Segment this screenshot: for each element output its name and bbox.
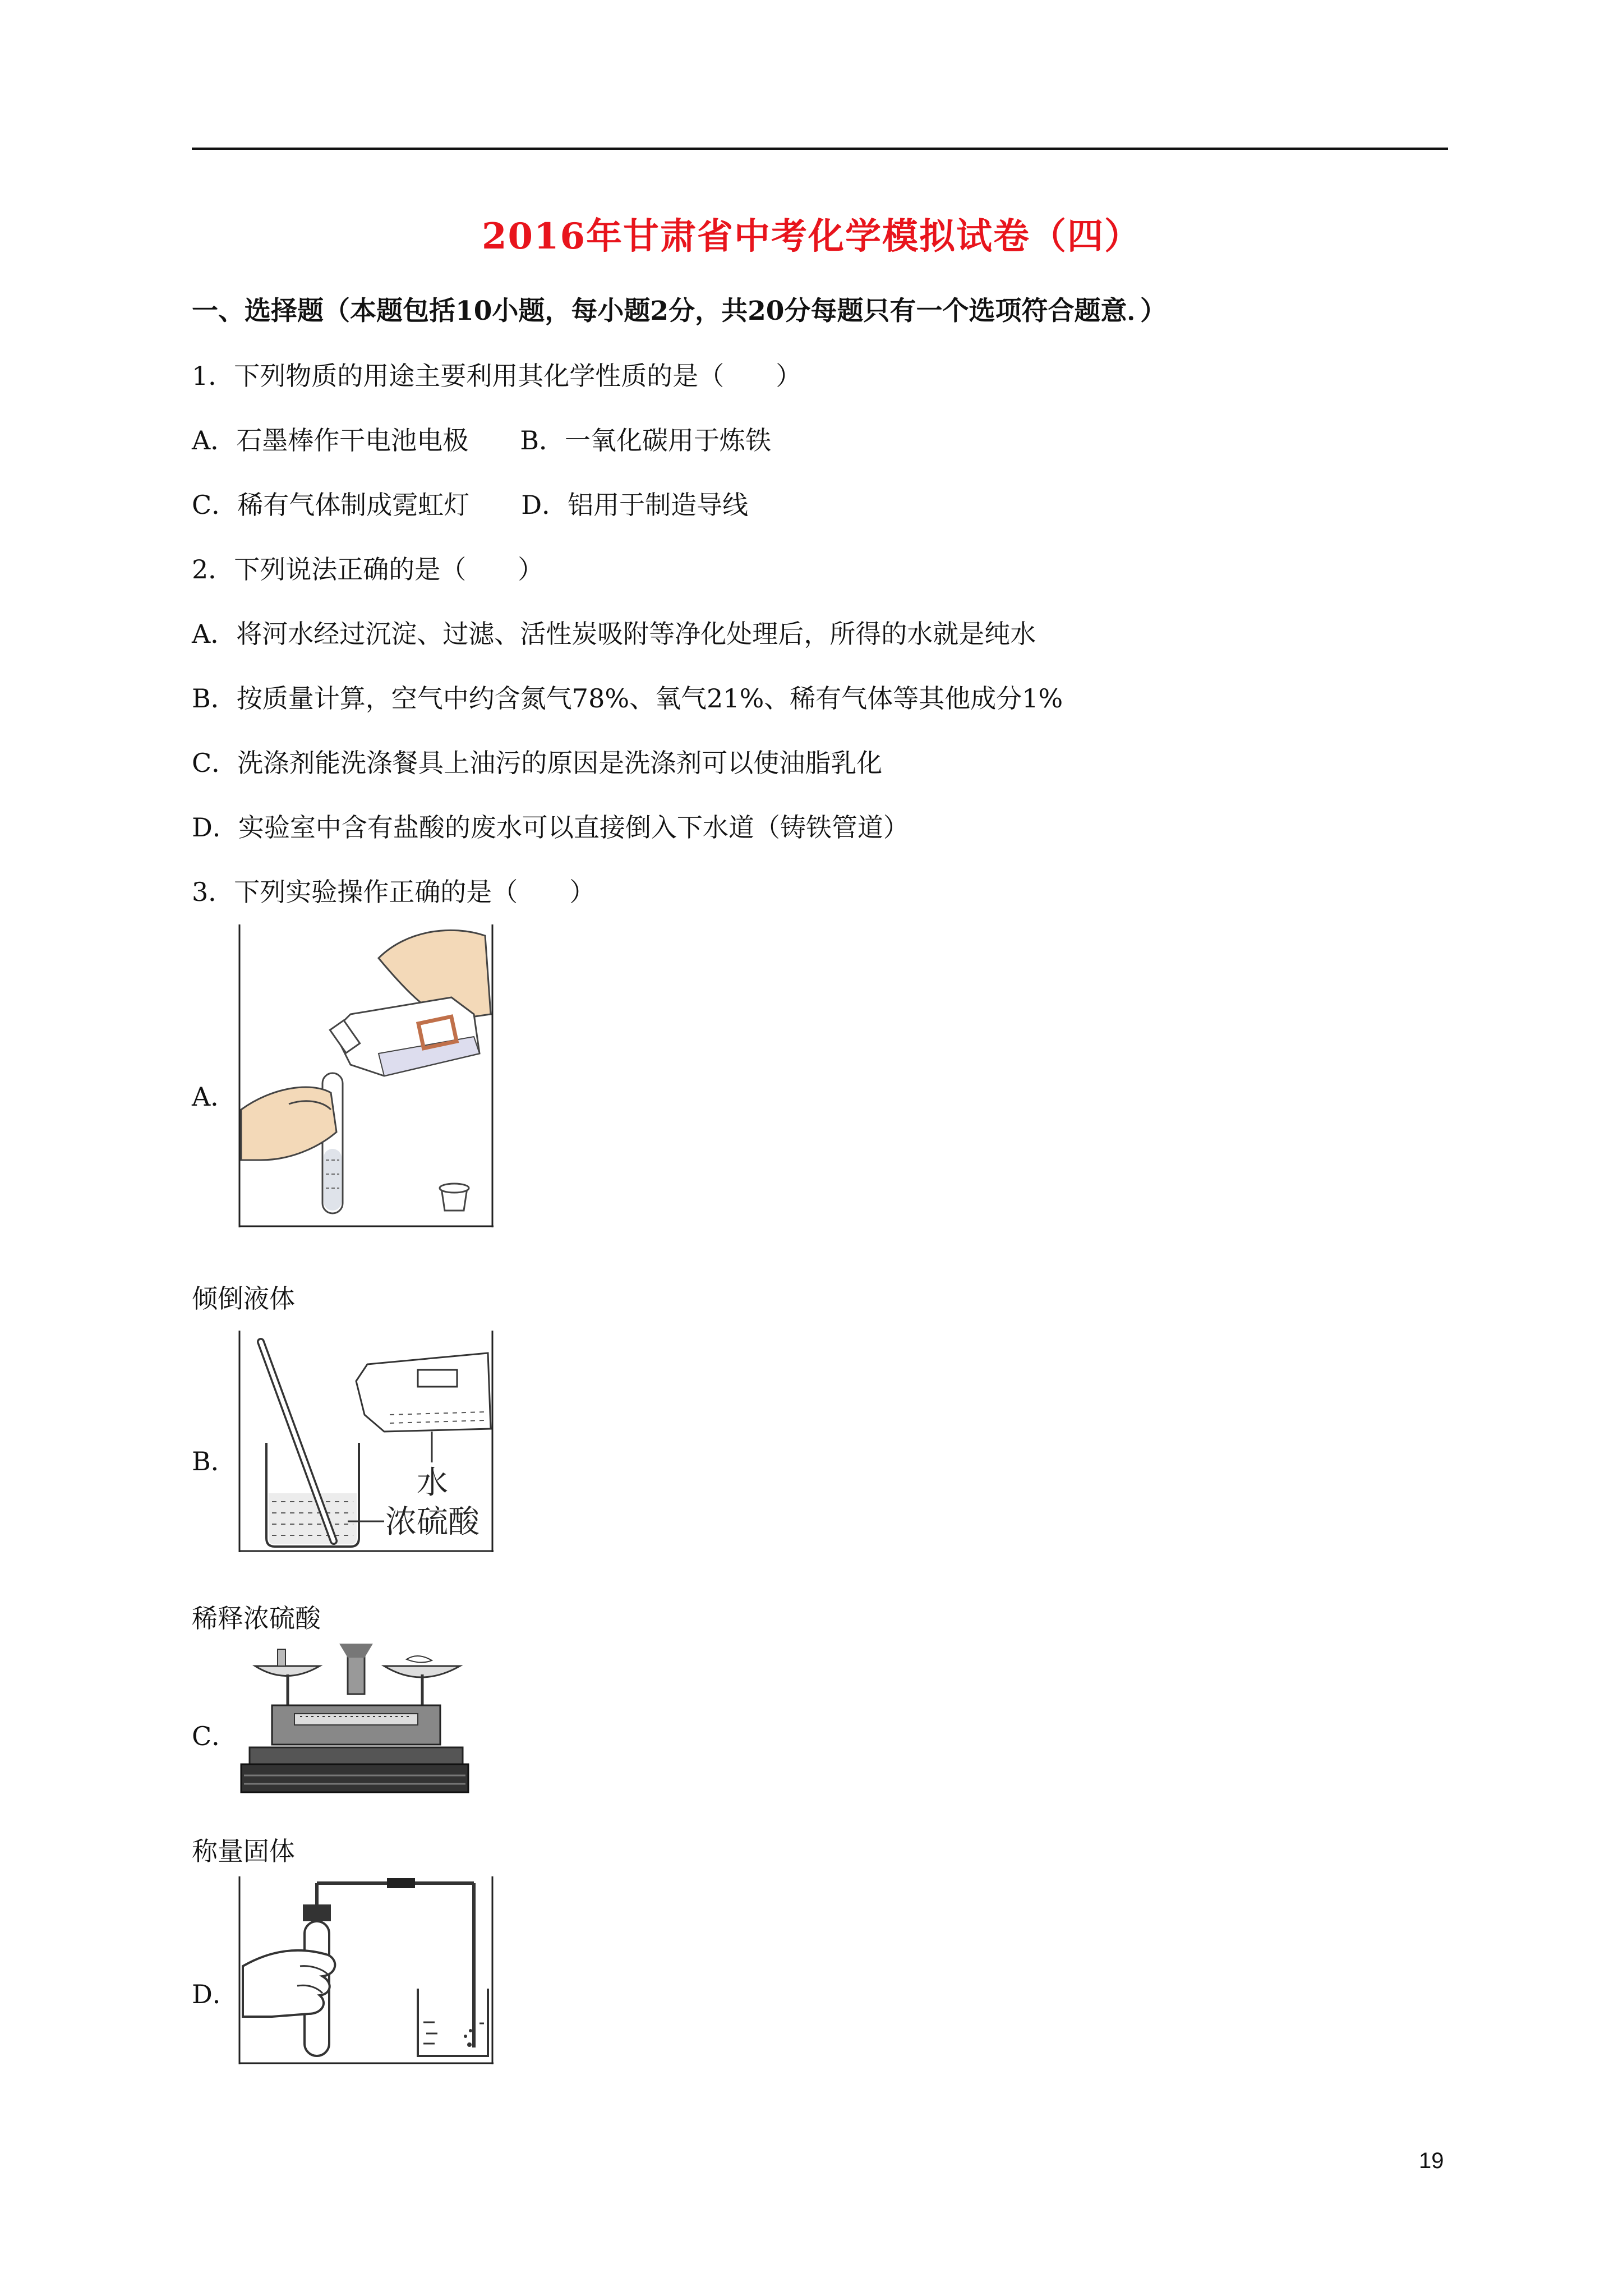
q2-option-a: A．将河水经过沉淀、过滤、活性炭吸附等净化处理后，所得的水就是纯水 — [192, 619, 1036, 649]
header-rule — [192, 148, 1448, 150]
q3-option-a-caption: 倾倒液体 — [192, 1283, 295, 1314]
section-heading: 一、选择题（本题包括10小题，每小题2分，共20分每题只有一个选项符合题意．） — [192, 296, 1167, 326]
q1-options-row2: C．稀有气体制成霓虹灯 D．铝用于制造导线 — [192, 490, 749, 520]
weighing-solid-figure — [238, 1644, 471, 1798]
airtightness-check-figure — [238, 1876, 494, 2064]
q3-option-d-letter: D． — [192, 1979, 238, 2009]
page-title: 2016年甘肃省中考化学模拟试卷（四） — [481, 215, 1142, 257]
q2-option-c: C．洗涤剂能洗涤餐具上油污的原因是洗涤剂可以使油脂乳化 — [192, 748, 883, 778]
q1-stem: 1．下列物质的用途主要利用其化学性质的是（ ） — [192, 361, 802, 391]
q3-option-c-caption: 称量固体 — [192, 1836, 295, 1866]
q1-options-row1: A．石墨棒作干电池电极 B．一氧化碳用于炼铁 — [192, 425, 772, 455]
q3-option-a-letter: A． — [192, 1082, 237, 1112]
q2-option-b: B．按质量计算，空气中约含氮气78%、氧气21%、稀有气体等其他成分1% — [192, 683, 1063, 714]
q2-option-d: D．实验室中含有盐酸的废水可以直接倒入下水道（铸铁管道） — [192, 812, 909, 843]
pouring-liquid-figure — [238, 924, 494, 1227]
q3-stem: 3．下列实验操作正确的是（ ） — [192, 877, 596, 907]
q2-stem: 2．下列说法正确的是（ ） — [192, 554, 544, 585]
water-label: 水 — [417, 1465, 448, 1500]
conc-sulfuric-acid-label: 浓硫酸 — [385, 1504, 479, 1539]
page-number: 19 — [1419, 2148, 1444, 2173]
q3-option-c-letter: C． — [192, 1721, 238, 1751]
q3-option-b-caption: 稀释浓硫酸 — [192, 1603, 321, 1634]
q3-option-b-letter: B． — [192, 1446, 237, 1476]
dilute-sulfuric-acid-figure — [238, 1331, 494, 1552]
